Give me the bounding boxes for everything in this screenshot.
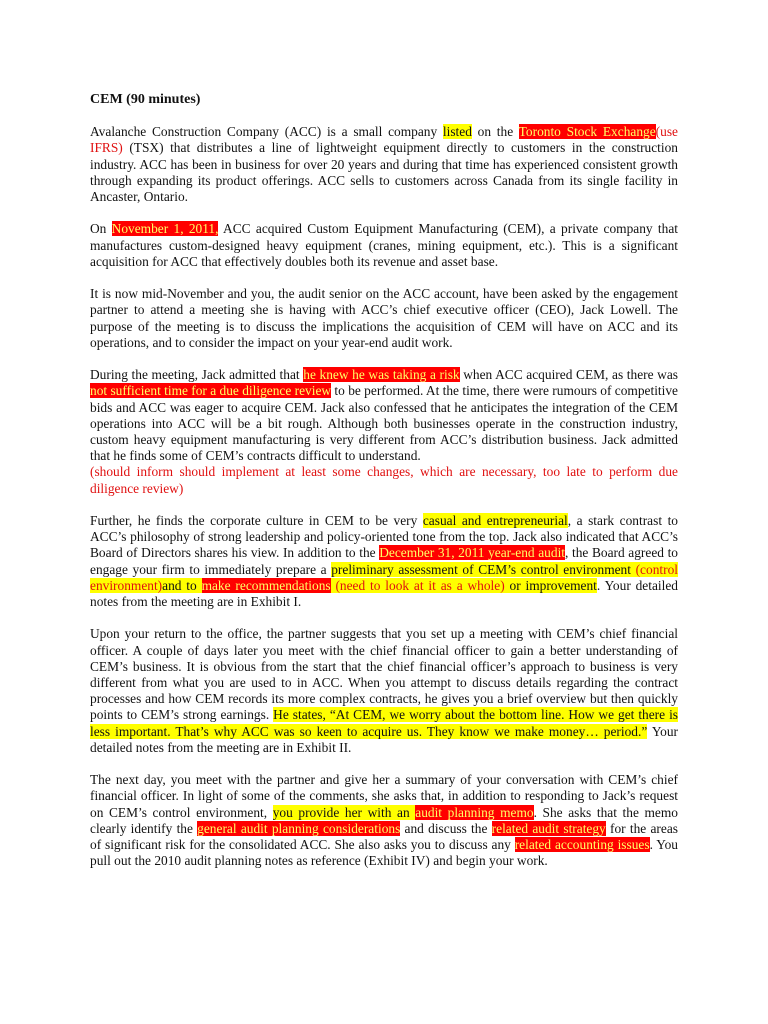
paragraph-1 [90, 124, 678, 205]
highlight-red: related audit strategy [491, 820, 606, 836]
text: Avalanche Construction Company (ACC) is a small company [90, 124, 443, 140]
text: On [90, 221, 112, 237]
text: Upon your return to the office, the partner suggests that you set up a meeting with CEM’s chief financial officer. A couple of days later you meet with the chief financial officer to gain a better understanding of CEM’s business. It is obvious from the start that the chief financial officer’s approach to business is very different from what you are used to in ACC. When you attempt to discuss details regarding the contract processes and how CEM records its more complex contracts, he gives you a brief overview but then quickly points to CEM’s strong earnings. [90, 626, 678, 723]
highlight-red: December 31, 2011 year-end audit [379, 545, 566, 561]
red-annotation: (use IFRS) [90, 124, 678, 156]
highlight-red: audit planning memo [415, 804, 534, 820]
text: when ACC acquired CEM, as there was [459, 367, 678, 383]
highlight-red: related accounting issues [514, 837, 650, 853]
text: . She asks that the memo clearly identify the [90, 804, 678, 836]
highlight-red: general audit planning considerations [197, 820, 401, 836]
text: to be performed. At the time, there were rumours of competitive bids and ACC was eager to acquire CEM. Jack also confessed that he anticipates the integration of the CEM operations into ACC will be a bit rough. Although both businesses operate in the construction industry, custom heavy equipment manufacturing is very different from ACC’s distribution business. Jack admitted that he finds some of CEM’s contracts difficult to understand. [90, 383, 679, 464]
highlight-yellow: casual and entrepreneurial [422, 513, 568, 529]
text: , the Board agreed to engage your firm to immediately prepare a [90, 545, 678, 577]
paragraph-5 [90, 513, 678, 610]
text: . You pull out the 2010 audit planning notes as reference (Exhibit IV) and begin your work. [90, 837, 678, 869]
document-page [90, 92, 678, 886]
paragraph-4 [90, 367, 678, 497]
highlight-yellow: listed [442, 124, 472, 140]
highlight-red: he knew he was taking a risk [303, 367, 460, 383]
document-title: CEM (90 minutes) [90, 92, 201, 107]
paragraph-7 [90, 772, 678, 869]
paragraph-3: It is now mid-November and you, the audit senior on the ACC account, have been asked by the engagement partner to attend a meeting she is having with ACC’s chief executive officer (CEO), Jack Lowell. The purpose of the meeting is to discuss the implications the acquisition of CEM will have on ACC and its operations, and to consider the impact on your year-end audit work. [90, 286, 678, 350]
highlight-red: not sufficient time for a due diligence review [90, 383, 332, 399]
highlight-yellow: improvement [525, 577, 597, 593]
text: ACC acquired Custom Equipment Manufacturing (CEM), a private company that manufactures custom-designed heavy equipment (cranes, mining equipment, etc.). This is a significant acquisition for ACC that effectively doubles both its revenue and asset base. [90, 221, 678, 269]
text: Your detailed notes from the meeting are in Exhibit II. [90, 723, 679, 755]
text: . Your detailed notes from the meeting are in Exhibit I. [90, 577, 678, 610]
highlight-yellow: and to [162, 577, 202, 593]
text: During the meeting, Jack admitted that [90, 367, 304, 383]
paragraph-6 [90, 626, 678, 756]
highlight-red: November 1, 2011, [111, 221, 219, 237]
red-annotation: (should inform should implement at least some changes, which are necessary, too late to perform due diligence review) [90, 464, 678, 496]
text: (TSX) that distributes a line of lightweight equipment directly to customers in the construction industry. ACC has been in business for over 20 years and during that time has experienced consistent growth through expanding its product offerings. ACC sells to customers across Canada from its single facility in Ancaster, Ontario. [90, 140, 678, 205]
text: The next day, you meet with the partner and give her a summary of your conversation with CEM’s chief financial officer. In light of some of the comments, she asks that, in addition to responding to Jack’s request on CEM’s control environment, [90, 772, 678, 820]
highlight-yellow: preliminary assessment of CEM’s control environment [331, 561, 631, 577]
text: and discuss the [400, 820, 492, 836]
text: for the areas of significant risk for the consolidated ACC. She also asks you to discuss any [90, 820, 678, 853]
highlight-yellow-red-annotation: (control environment) [90, 561, 678, 593]
highlight-yellow: He states, “At CEM, we worry about the bottom line. How we get there is less important. That’s why ACC was so keen to acquire us. They know we make money… period.” [90, 707, 678, 739]
text: on the [471, 124, 519, 140]
highlight-yellow: you provide her with an [272, 804, 416, 820]
text: Further, he finds the corporate culture in CEM to be very [90, 513, 423, 529]
highlight-yellow-red-annotation: (need to look at it as a whole) [330, 577, 505, 593]
highlight-red: Toronto Stock Exchange [518, 124, 656, 140]
highlight-red: make recommendations [201, 577, 331, 593]
highlight-yellow: or [504, 577, 526, 593]
paragraph-2 [90, 221, 678, 270]
text: , a stark contrast to ACC’s philosophy of strong leadership and policy-oriented tone from the top. Jack also indicated that ACC’s Board of Directors shares his view. In addition to the [90, 513, 678, 561]
